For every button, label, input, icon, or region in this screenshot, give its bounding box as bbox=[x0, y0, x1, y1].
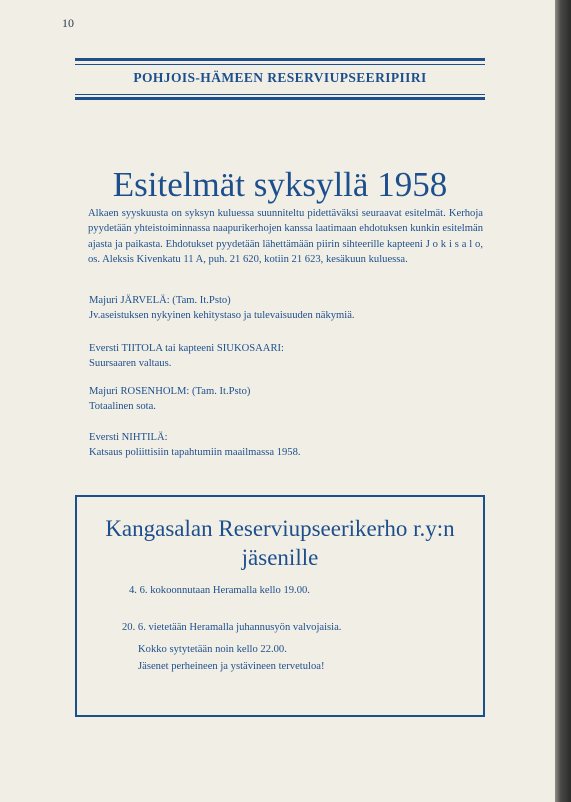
bottom-rule-thick bbox=[75, 97, 485, 100]
event-line: Kokko sytytetään noin kello 22.00. bbox=[138, 644, 287, 655]
intro-paragraph: Alkaen syyskuusta on syksyn kuluessa suunniteltu pidettäväksi seuraavat esitelmät. Kerhoja pyydetään yhteistoiminnassa naapurikerhojen kanssa laatimaan ehdotuksen kunkin esitelmän ajasta ja paikasta. Ehdotukset pyydetään lähettämään piirin sihteerille kapteeni J o k i s a l o, os. Aleksis Kivenkatu 11 A, puh. 21 620, kotiin 21 623, kesäkuun kuluessa. bbox=[88, 208, 483, 266]
talk-item bbox=[89, 341, 489, 372]
bottom-rule-thin bbox=[75, 94, 485, 95]
talk-topic: Katsaus poliittisiin tapahtumiin maailmassa 1958. bbox=[89, 447, 301, 459]
club-title bbox=[77, 514, 483, 572]
talk-item bbox=[89, 293, 489, 324]
talk-speaker: Majuri JÄRVELÄ: (Tam. It.Psto) bbox=[89, 295, 231, 306]
top-rule-thin bbox=[75, 64, 485, 65]
talk-topic: Suursaaren valtaus. bbox=[89, 358, 172, 370]
talk-speaker: Eversti TIITOLA tai kapteeni SIUKOSAARI: bbox=[89, 343, 284, 354]
talk-speaker: Majuri ROSENHOLM: (Tam. It.Psto) bbox=[89, 386, 251, 397]
event-line: 20. 6. vietetään Heramalla juhannusyön valvojaisia. bbox=[122, 622, 342, 633]
page-heading: Esitelmät syksyllä 1958 bbox=[112, 165, 448, 205]
talk-speaker: Eversti NIHTILÄ: bbox=[89, 432, 168, 443]
org-title: POHJOIS-HÄMEEN RESERVIUPSEERIPIIRI bbox=[133, 70, 427, 85]
event-line: Jäsenet perheineen ja ystävineen tervetuloa! bbox=[138, 661, 325, 672]
page-number: 10 bbox=[62, 16, 74, 30]
club-title-line2: jäsenille bbox=[241, 545, 319, 570]
binding-edge bbox=[555, 0, 571, 802]
top-rule-thick bbox=[75, 58, 485, 61]
club-announcement-box bbox=[75, 495, 485, 717]
club-title-line1: Kangasalan Reserviupseerikerho r.y:n bbox=[105, 516, 455, 541]
talk-topic: Jv.aseistuksen nykyinen kehitystaso ja tulevaisuuden näkymiä. bbox=[89, 310, 355, 322]
event-line: 4. 6. kokoonnutaan Heramalla kello 19.00. bbox=[129, 585, 310, 596]
talk-item bbox=[89, 430, 489, 461]
talk-item bbox=[89, 384, 489, 415]
talk-topic: Totaalinen sota. bbox=[89, 401, 156, 413]
